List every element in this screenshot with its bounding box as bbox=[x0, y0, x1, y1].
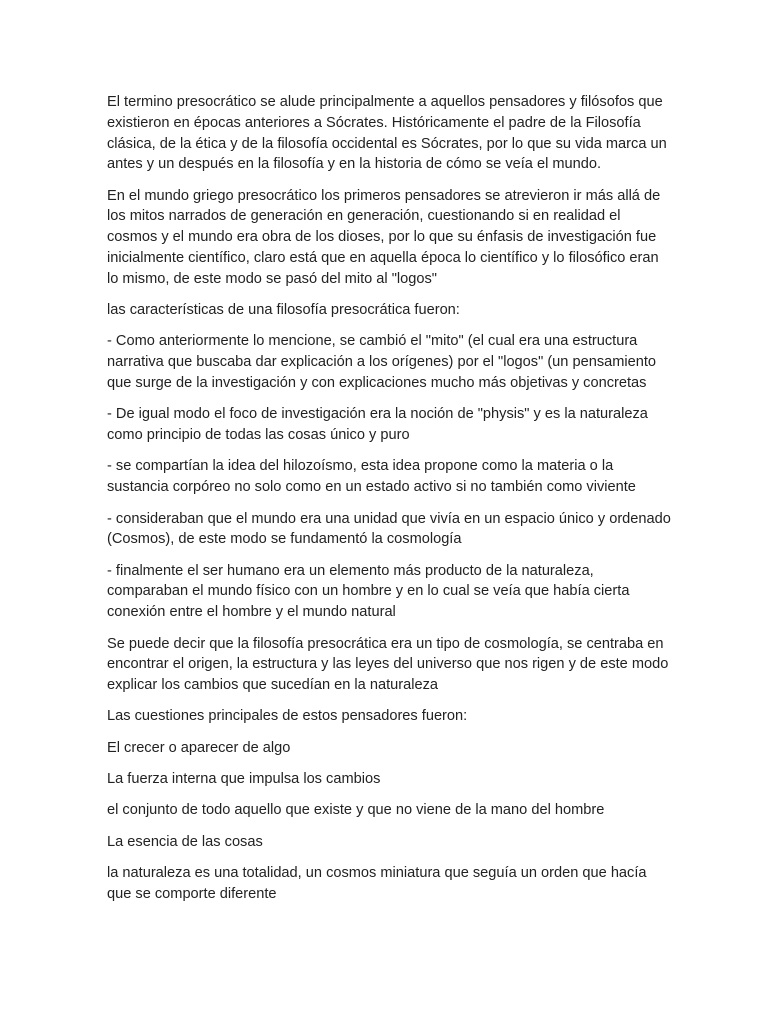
list-item-esencia: La esencia de las cosas bbox=[107, 833, 263, 850]
list-item-physis: - De igual modo el foco de investigación era la noción de "physis" y es la naturaleza como principio de todas las cosas único y puro bbox=[107, 406, 648, 444]
paragraph-cosmologia: Se puede decir que la filosofía presocrática era un tipo de cosmología, se centraba en encontrar el origen, la estructura y las leyes del universo que nos rigen y de este modo explicar los cambios que sucedían en la naturaleza bbox=[107, 635, 669, 694]
list-item-totalidad: la naturaleza es una totalidad, un cosmos miniatura que seguía un orden que hacía que se comporte diferente bbox=[107, 864, 647, 902]
list-item-crecer: El crecer o aparecer de algo bbox=[107, 739, 291, 756]
list-item-cosmos: - consideraban que el mundo era una unidad que vivía en un espacio único y ordenado (Cosmos), de este modo se fundamentó la cosmología bbox=[107, 510, 671, 548]
paragraph-cuestiones-heading: Las cuestiones principales de estos pensadores fueron: bbox=[107, 708, 468, 725]
paragraph-mito-logos: En el mundo griego presocrático los primeros pensadores se atrevieron ir más allá de los mitos narrados de generación en generación, cuestionando si en realidad el cosmos y el mundo era obra de los dioses, por lo que su énfasis de investigación fue inicialmente científico, claro está que en aquella época lo científico y lo filosófico eran lo mismo, de este modo se pasó del mito al "logos" bbox=[107, 187, 661, 287]
paragraph-intro: El termino presocrático se alude principalmente a aquellos pensadores y filósofos que existieron en épocas anteriores a Sócrates. Históricamente el padre de la Filosofía clásica, de la ética y de la filosofía occidental es Sócrates, por lo que su vida marca un antes y un después en la filosofía y en la historia de cómo se veía el mundo. bbox=[107, 94, 667, 173]
document-body bbox=[107, 92, 673, 915]
list-item-hilozoismo: - se compartían la idea del hilozoísmo, esta idea propone como la materia o la sustancia corpóreo no solo como en un estado activo si no también como viviente bbox=[107, 458, 636, 496]
list-item-ser-humano: - finalmente el ser humano era un elemento más producto de la naturaleza, comparaban el mundo físico con un hombre y en lo cual se veía que había cierta conexión entre el hombre y el mundo natural bbox=[107, 562, 630, 621]
paragraph-caracteristicas-heading: las características de una filosofía presocrática fueron: bbox=[107, 302, 460, 319]
list-item-fuerza: La fuerza interna que impulsa los cambios bbox=[107, 771, 381, 788]
list-item-conjunto: el conjunto de todo aquello que existe y que no viene de la mano del hombre bbox=[107, 802, 605, 819]
list-item-mito: - Como anteriormente lo mencione, se cambió el "mito" (el cual era una estructura narrativa que buscaba dar explicación a los orígenes) por el "logos" (un pensamiento que surge de la investigación y con explicaciones mucho más objetivas y concretas bbox=[107, 333, 657, 392]
